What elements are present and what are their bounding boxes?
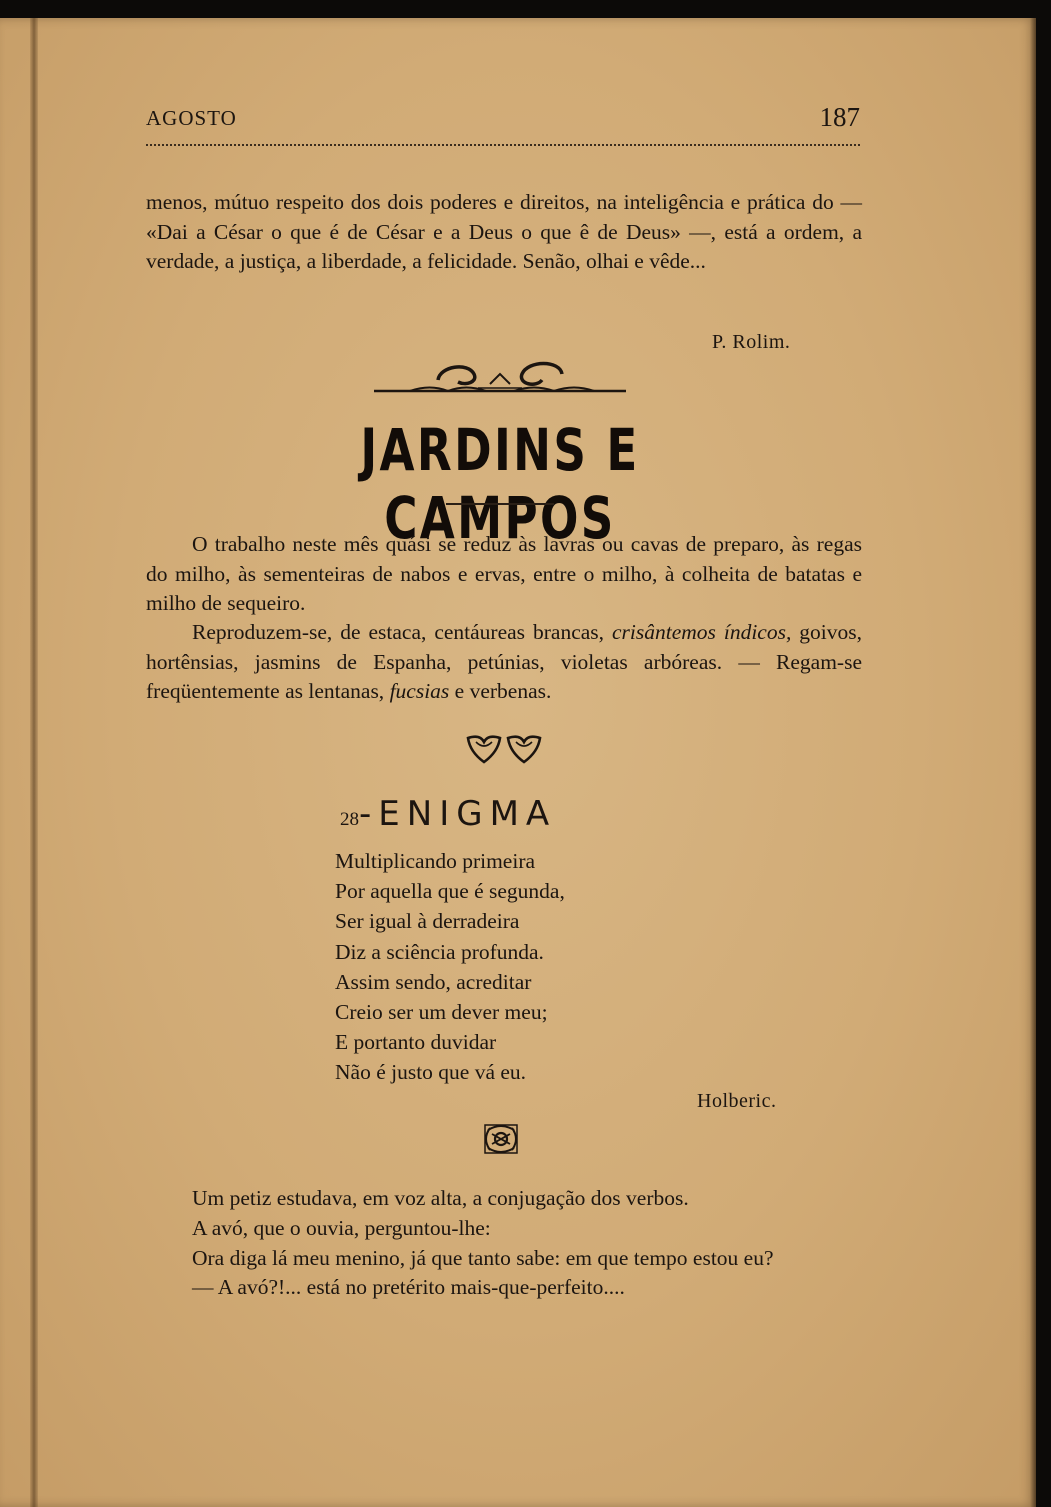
verse-line: E portanto duvidar <box>335 1030 497 1055</box>
knot-ornament <box>482 1122 520 1156</box>
enigma-dash: - <box>359 794 379 834</box>
p2-text-a: Reproduzem-se, de estaca, centáureas brancas, <box>192 620 612 644</box>
binding-spine <box>30 18 38 1507</box>
anecdote-line: Ora diga lá meu menino, já que tanto sabe: em que tempo estou eu? <box>192 1245 774 1270</box>
verse-line: Ser igual à derradeira <box>335 909 520 934</box>
p2-italic-fucsias: fucsias <box>389 679 450 703</box>
section-paragraph-1: O trabalho neste mês quási se reduz às lavras ou cavas de preparo, às regas do milho, às sementeiras de nabos e ervas, entre o milho, à colheita de batatas e milho de sequeiro. <box>146 532 862 615</box>
enigma-number: 28 <box>340 809 359 830</box>
verse-line: Por aquella que é segunda, <box>335 879 565 904</box>
running-head-month: AGOSTO <box>146 106 237 130</box>
intro-paragraph: menos, mútuo respeito dos dois poderes e direitos, na inteligência e prática do — «Dai a César o que é de César e a Deus o que ê de Deus» —, está a ordem, a verdade, a justiça, a liberdade, a felicidade. Senão, olhai e vêde... <box>146 190 862 273</box>
enigma-verse <box>335 846 565 1088</box>
running-head <box>146 104 860 146</box>
verse-line: Assim sendo, acreditar <box>335 969 532 994</box>
enigma-heading <box>340 794 556 834</box>
scroll-divider-ornament <box>370 352 630 398</box>
section-title: JARDINS E CAMPOS <box>360 416 640 552</box>
p2-italic-crisantemos: crisântemos índicos, <box>611 620 792 644</box>
heart-pair-ornament <box>462 732 546 766</box>
enigma-title: ENIGMA <box>378 794 557 834</box>
p2-text-c: e verbenas. <box>449 679 552 703</box>
intro-signature: P. Rolim. <box>712 331 791 353</box>
title-underline <box>446 503 554 505</box>
verse-line: Diz a sciência profunda. <box>335 939 544 964</box>
verse-line: Creio ser um dever meu; <box>335 1000 548 1025</box>
enigma-signature: Holberic. <box>697 1090 777 1112</box>
section-paragraph-2 <box>146 618 862 707</box>
anecdote-line: Um petiz estudava, em voz alta, a conjugação dos verbos. <box>192 1186 689 1210</box>
anecdote-line: — A avó?!... está no pretérito mais-que-perfeito.... <box>192 1275 625 1300</box>
verse-line: Não é justo que vá eu. <box>335 1060 527 1085</box>
anecdote <box>146 1184 864 1303</box>
book-page <box>0 18 1036 1507</box>
anecdote-line: A avó, que o ouvia, perguntou-lhe: <box>192 1215 491 1240</box>
page-number: 187 <box>819 102 860 132</box>
p2-text-b: goivos, hortênsias, jasmins de Espanha, petúnias, violetas arbóreas. — Regam-se freqüentemente as lentanas, <box>146 620 862 703</box>
verse-line: Multiplicando primeira <box>335 849 536 873</box>
page-edge-shadow <box>1030 18 1036 1507</box>
